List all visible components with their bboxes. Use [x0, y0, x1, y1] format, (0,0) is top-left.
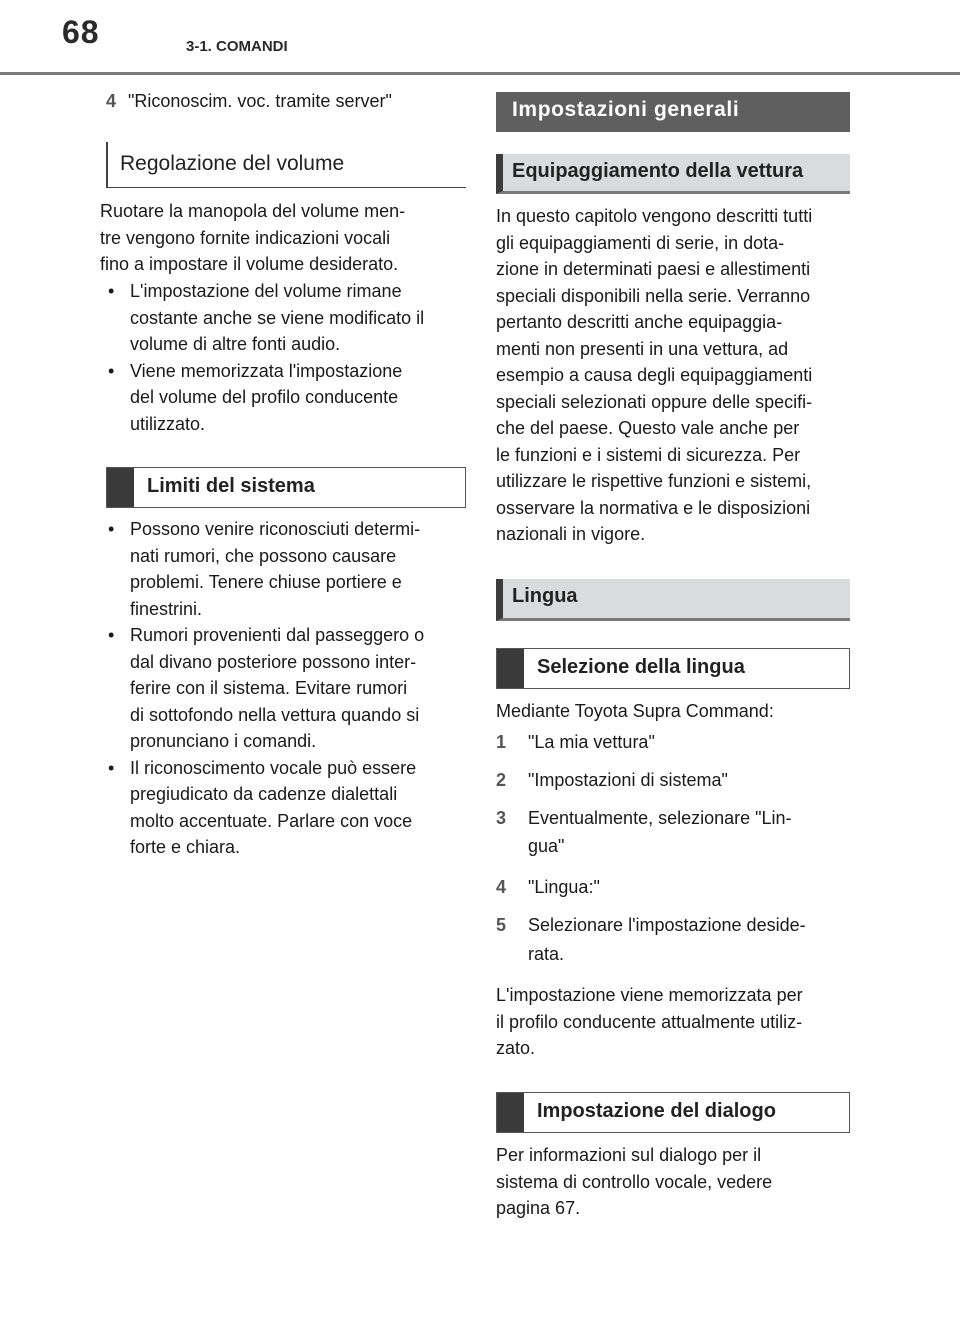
text-line: gli equipaggiamenti di serie, in dota- [496, 232, 785, 253]
text-line: Rumori provenienti dal passeggero o [130, 625, 425, 645]
text-line: il profilo conducente attualmente utiliz- [496, 1011, 803, 1032]
text-line: pertanto descritti anche equipaggia- [496, 312, 783, 332]
text-line: utilizzare le rispettive funzioni e sistemi, [496, 471, 812, 491]
step-number: 3 [496, 808, 507, 828]
dialog-paragraph [496, 1142, 850, 1222]
text-line: di sottofondo nella vettura quando si [130, 704, 420, 725]
general-settings-heading [496, 92, 850, 132]
text-line: ferire con il sistema. Evitare rumori [130, 678, 408, 698]
step-text: "La mia vettura" [528, 732, 655, 752]
step-text: rata. [528, 944, 565, 964]
page-number: 68 [62, 14, 100, 50]
list-item [100, 622, 472, 755]
dialog-setting-heading-text: Impostazione del dialogo [537, 1100, 776, 1122]
limits-heading-text: Limiti del sistema [147, 475, 315, 497]
text-line: Viene memorizzata l'impostazione [130, 360, 403, 381]
text-line: nati rumori, che possono causare [130, 545, 397, 566]
step-text: "Riconoscim. voc. tramite server" [128, 91, 392, 111]
text-line: molto accentuate. Parlare con voce [130, 810, 413, 831]
text-line: nazionali in vigore. [496, 524, 646, 544]
bullet-icon: • [108, 519, 115, 539]
text-line: L'impostazione viene memorizzata per [496, 985, 803, 1005]
text-line: costante anche se viene modificato il [130, 307, 425, 328]
page-header [0, 0, 960, 76]
bullet-icon: • [108, 281, 115, 301]
text-line: Ruotare la manopola del volume men- [100, 201, 406, 221]
step-text: gua" [528, 836, 565, 856]
equipment-paragraph [496, 203, 856, 548]
volume-paragraph [100, 198, 466, 278]
header-divider [0, 72, 960, 75]
language-heading-text: Lingua [512, 585, 578, 607]
text-line: menti non presenti in una vettura, ad [496, 338, 789, 359]
volume-heading [106, 142, 466, 188]
language-heading [496, 579, 850, 621]
text-line: tre vengono fornite indicazioni vocali [100, 227, 391, 248]
bullet-icon: • [108, 360, 115, 381]
text-line: Il riconoscimento vocale può essere [130, 757, 417, 778]
equipment-heading [496, 154, 850, 194]
limits-bullets [100, 516, 472, 861]
heading-marker [107, 468, 134, 507]
text-line: volume di altre fonti audio. [130, 334, 341, 354]
language-saved-paragraph [496, 982, 856, 1062]
bullet-icon: • [108, 625, 115, 645]
step-text: "Lingua:" [528, 877, 600, 897]
text-line: speciali disponibili nella serie. Verranno [496, 285, 811, 306]
step-number: 5 [496, 915, 507, 935]
dialog-setting-heading [496, 1092, 850, 1133]
text-line: le funzioni e i sistemi di sicurezza. Per [496, 444, 801, 465]
text-line: sistema di controllo vocale, vedere [496, 1171, 773, 1192]
list-item [100, 358, 470, 438]
general-settings-heading-text: Impostazioni generali [512, 98, 740, 121]
language-step-5 [496, 912, 850, 972]
heading-marker [497, 1093, 524, 1132]
step-text: Eventualmente, selezionare "Lin- [528, 808, 792, 828]
text-line: pregiudicato da cadenze dialettali [130, 784, 398, 804]
text-line: pronunciano i comandi. [130, 731, 317, 751]
text-line: finestrini. [130, 598, 203, 619]
heading-marker [497, 649, 524, 688]
text-line: dal divano posteriore possono inter- [130, 651, 417, 672]
step-number: 4 [496, 877, 507, 897]
limits-heading [106, 467, 466, 508]
text-line: L'impostazione del volume rimane [130, 281, 402, 301]
language-selection-heading-text: Selezione della lingua [537, 656, 745, 678]
text-line: zato. [496, 1038, 536, 1058]
language-step-3 [496, 805, 850, 865]
text-line: Per informazioni sul dialogo per il [496, 1145, 762, 1165]
text-line: In questo capitolo vengono descritti tutti [496, 206, 813, 226]
step-text: Selezionare l'impostazione deside- [528, 915, 806, 935]
language-intro: Mediante Toyota Supra Command: [496, 701, 774, 721]
text-line: esempio a causa degli equipaggiamenti [496, 365, 813, 385]
language-step-2 [496, 767, 850, 794]
language-selection-heading [496, 648, 850, 689]
text-line: zione in determinati paesi e allestimenti [496, 259, 811, 279]
bullet-icon: • [108, 757, 115, 778]
list-item [100, 516, 472, 622]
step-4-server [106, 88, 466, 115]
text-line: osservare la normativa e le disposizioni [496, 497, 811, 518]
list-item [100, 755, 472, 861]
text-line: del volume del profilo conducente [130, 387, 399, 407]
volume-heading-text: Regolazione del volume [120, 152, 345, 175]
text-line: pagina 67. [496, 1198, 581, 1218]
text-line: Possono venire riconosciuti determi- [130, 519, 421, 539]
equipment-heading-text: Equipaggiamento della vettura [512, 160, 804, 182]
step-text: "Impostazioni di sistema" [528, 770, 728, 790]
text-line: speciali selezionati oppure delle specifi- [496, 391, 813, 412]
text-line: utilizzato. [130, 413, 206, 434]
language-step-1 [496, 729, 850, 756]
volume-bullets [100, 278, 470, 437]
chapter-title: 3-1. COMANDI [186, 38, 288, 55]
text-line: problemi. Tenere chiuse portiere e [130, 572, 402, 592]
text-line: forte e chiara. [130, 837, 241, 857]
text-line: che del paese. Questo vale anche per [496, 418, 800, 438]
text-line: fino a impostare il volume desiderato. [100, 254, 399, 274]
step-number: 4 [106, 91, 117, 111]
step-number: 2 [496, 770, 507, 790]
language-step-4 [496, 874, 850, 901]
step-number: 1 [496, 732, 507, 752]
list-item [100, 278, 470, 358]
